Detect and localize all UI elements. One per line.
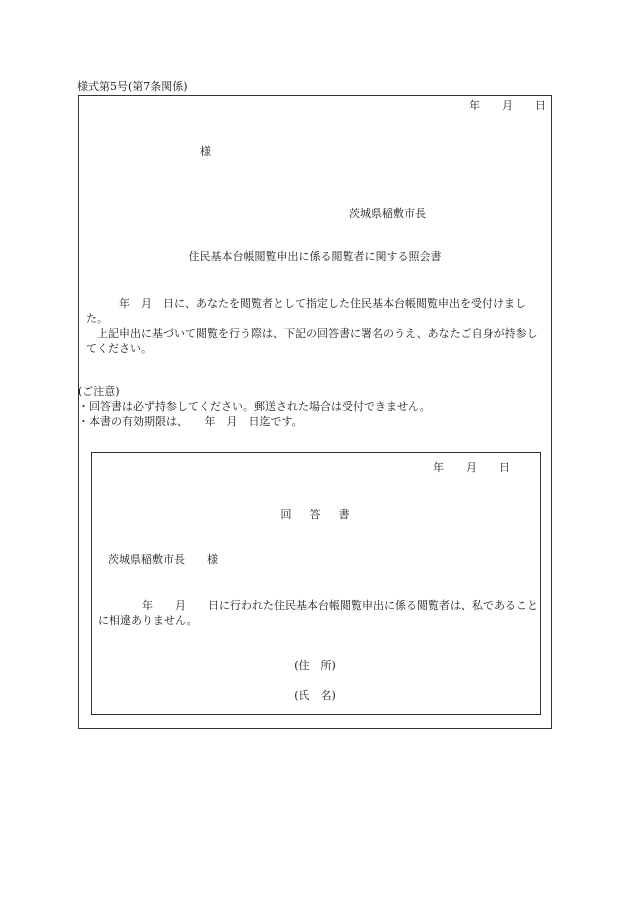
notes-item-expiry: ・本書の有効期限は、 年 月 日迄です。	[78, 415, 303, 428]
reply-form-border	[91, 452, 541, 715]
notes-section	[78, 384, 431, 429]
issuer-name: 茨城県稲敷市長	[349, 207, 426, 220]
reply-date: 年 月 日	[433, 461, 510, 474]
form-number-label: 様式第5号(第7条関係)	[77, 80, 188, 93]
reply-title: 回答書	[280, 508, 368, 521]
name-field-label: (氏 名)	[294, 689, 336, 702]
recipient-honorific: 様	[200, 145, 211, 158]
reply-statement: 年 月 日に行われた住民基本台帳閲覧申出に係る閲覧者は、私であることに相違ありません。	[98, 599, 538, 627]
notice-paragraph-instruction: 上記申出に基づいて閲覧を行う際は、下記の回答書に署名のうえ、あなたご自身が持参してください。	[86, 327, 538, 355]
notes-heading: (ご注意)	[78, 385, 120, 398]
notice-paragraph-acceptance: 年 月 日に、あなたを閲覧者として指定した住民基本台帳閲覧申出を受付けました。	[86, 297, 526, 325]
address-field-label: (住 所)	[294, 659, 336, 672]
notes-item-mail: ・回答書は必ず持参してください。郵送された場合は受付できません。	[78, 400, 431, 413]
reply-addressee: 茨城県稲敷市長 様	[108, 553, 218, 566]
notice-date: 年 月 日	[469, 99, 546, 112]
document-title: 住民基本台帳閲覧申出に係る閲覧者に関する照会書	[188, 250, 442, 263]
